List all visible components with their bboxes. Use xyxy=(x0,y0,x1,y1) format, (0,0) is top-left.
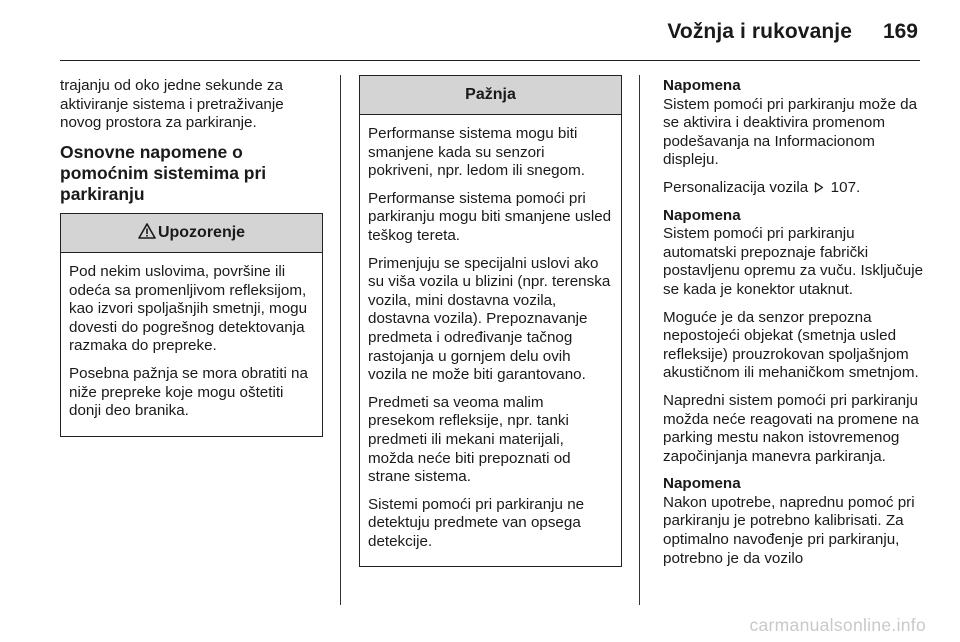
reference-text: Personalizacija vozila xyxy=(663,178,809,196)
warning-box xyxy=(60,213,323,437)
reference-page: 107. xyxy=(830,178,861,196)
body-paragraph: Napredni sistem pomoći pri parkiranju možda neće reagovati na promene na parking mestu nakon istovremenog započinjanja manevra parkiranja. xyxy=(663,391,919,465)
note-title: Napomena xyxy=(663,206,741,224)
attention-box xyxy=(359,75,622,567)
attention-paragraph: Primenjuju se specijalni uslovi ako su viša vozila u blizini (npr. terenska vozila, mini dostavna vozila, dostavna vozila). Prepoznavanje predmeta i određivanje tačnog rastojanja u gornjem delu ovih vozila ne može biti garantovano. xyxy=(368,254,611,384)
warning-box-header xyxy=(61,214,322,253)
page-number: 169 xyxy=(882,20,918,43)
warning-paragraph: Pod nekim uslovima, površine ili odeća sa promenljivom refleksijom, kao izvori spoljašnjih smetnji, mogu dovesti do pogrešnog detektovanja razmaka do prepreke. xyxy=(69,263,308,355)
column-divider-right xyxy=(639,75,640,605)
note-block xyxy=(663,77,925,170)
note-block xyxy=(663,475,925,568)
attention-paragraph: Performanse sistema pomoći pri parkiranju mogu biti smanjene usled teškog tereta. xyxy=(368,189,612,244)
note-text: Sistem pomoći pri parkiranju može da se aktivira i deaktivira promenom podešavanja na Informacionom displeju. xyxy=(663,95,918,169)
attention-paragraph: Performanse sistema mogu biti smanjene kada su senzori pokriveni, npr. ledom ili snegom. xyxy=(368,125,585,180)
note-text: Nakon upotrebe, naprednu pomoć pri parkiranju je potrebno kalibrisati. Za optimalno navođenje pri parkiranju, potrebno je da vozilo xyxy=(663,493,915,567)
note-title: Napomena xyxy=(663,77,741,94)
page-reference-icon xyxy=(814,180,824,191)
warning-box-title: Upozorenje xyxy=(157,224,246,241)
note-title: Napomena xyxy=(663,475,741,493)
attention-paragraph: Sistemi pomoći pri parkiranju ne detektuju predmete van opsega detekcije. xyxy=(368,495,585,550)
attention-box-body xyxy=(360,115,621,566)
header-divider xyxy=(60,60,920,61)
left-column xyxy=(60,77,325,211)
warning-triangle-icon xyxy=(138,216,156,232)
section-heading: Osnovne napomene o pomoćnim sistemima pri parkiranju xyxy=(60,141,267,204)
page-section-title: Vožnja i rukovanje xyxy=(667,20,852,43)
watermark: carmanualsonline.info xyxy=(749,615,926,635)
attention-box-header: Pažnja xyxy=(360,76,621,115)
right-column xyxy=(663,77,925,577)
intro-paragraph: trajanju od oko jedne sekunde za aktiviranje sistema i pretraživanje novog prostora za parkiranje. xyxy=(60,77,284,132)
warning-box-body xyxy=(61,253,322,436)
column-divider-left xyxy=(340,75,341,605)
attention-paragraph: Predmeti sa veoma malim presekom refleksije, npr. tanki predmeti ili mekani materijali, možda neće biti prepoznati od strane sistema. xyxy=(368,393,571,486)
note-text: Sistem pomoći pri parkiranju automatski prepoznaje fabrički postavljenu opremu za vuču. Isključuje se kada je konektor utaknut. xyxy=(663,225,924,298)
personalization-reference xyxy=(663,179,925,198)
warning-paragraph: Posebna pažnja se mora obratiti na niže prepreke koje mogu oštetiti donji deo branika. xyxy=(69,364,308,420)
note-block xyxy=(663,207,925,300)
body-paragraph: Moguće je da senzor prepozna nepostojeći objekat (smetnja usled refleksije) prouzrokovan spoljašnjom akustičnom ili mehaničkom smetnjom. xyxy=(663,308,919,382)
